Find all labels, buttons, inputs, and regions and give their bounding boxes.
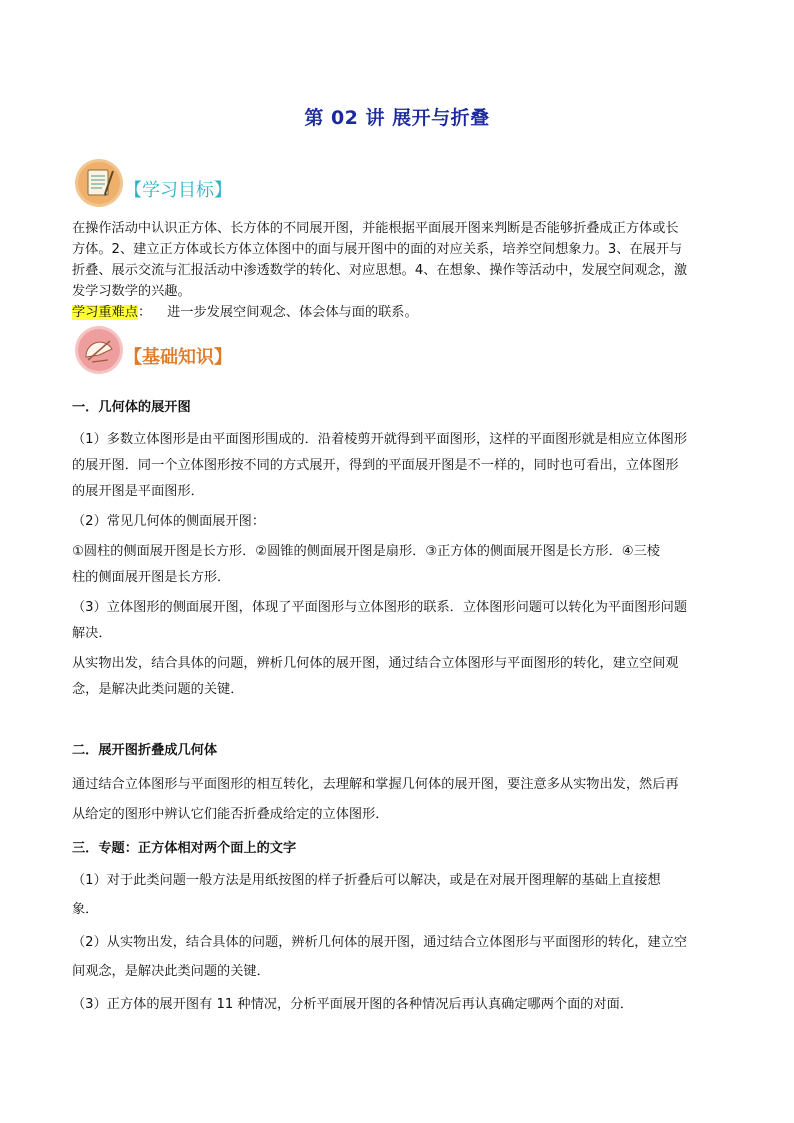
section-1-heading: 一．几何体的展开图 xyxy=(72,400,191,415)
objectives-text xyxy=(72,218,722,323)
basics-heading: 【基础知识】 xyxy=(124,347,232,368)
text-line: （2）从实物出发，结合具体的问题，辨析几何体的展开图，通过结合立体图形与平面图形的转化，建立空 xyxy=(72,935,688,950)
text-line: ①圆柱的侧面展开图是长方形．②圆锥的侧面展开图是扇形．③正方体的侧面展开图是长方形．④三棱 xyxy=(72,544,660,559)
text-line: （1）多数立体图形是由平面图形围成的．沿着棱剪开就得到平面图形，这样的平面图形就是相应立体图形 xyxy=(72,432,688,447)
key-points-label: 学习重难点 xyxy=(72,305,138,320)
text-line: 的展开图是平面图形． xyxy=(72,484,204,499)
text-line: 解决． xyxy=(72,626,112,641)
text-line: （3）正方体的展开图有 11 种情况，分析平面展开图的各种情况后再认真确定哪两个面的对面． xyxy=(72,997,634,1012)
section-1-body xyxy=(72,427,722,703)
text-line: 象． xyxy=(72,902,99,917)
section-3-heading: 三．专题：正方体相对两个面上的文字 xyxy=(72,841,297,856)
text-line: 通过结合立体图形与平面图形的相互转化，去理解和掌握几何体的展开图，要注意多从实物出发，然后再 xyxy=(72,777,679,792)
objectives-line: 发学习数学的兴趣。 xyxy=(72,284,191,299)
notebook-pencil-icon xyxy=(74,158,124,208)
text-line: 的展开图．同一个立体图形按不同的方式展开，得到的平面展开图是不一样的，同时也可看出，立体图形 xyxy=(72,458,679,473)
key-points-colon: ： xyxy=(137,305,152,320)
key-points-text: 进一步发展空间观念、体会体与面的联系。 xyxy=(167,305,418,320)
page-title: 第 02 讲 展开与折叠 xyxy=(304,107,490,129)
text-line: （1）对于此类问题一般方法是用纸按图的样子折叠后可以解决，或是在对展开图理解的基础上直接想 xyxy=(72,873,661,888)
section-2-heading: 二．展开图折叠成几何体 xyxy=(72,743,218,758)
text-line: 从给定的图形中辨认它们能否折叠成给定的立体图形． xyxy=(72,807,389,822)
text-line: （2）常见几何体的侧面展开图： xyxy=(72,514,266,529)
objectives-line: 折叠、展示交流与汇报活动中渗透数学的转化、对应思想。4、在想象、操作等活动中，发展空间观念，激 xyxy=(72,263,688,278)
text-line: 念，是解决此类问题的关键． xyxy=(72,682,244,697)
section-3-body xyxy=(72,866,722,1019)
section-2-body xyxy=(72,770,722,830)
text-line: 柱的侧面展开图是长方形． xyxy=(72,570,231,585)
protractor-icon xyxy=(74,325,124,375)
text-line: 间观念，是解决此类问题的关键． xyxy=(72,964,270,979)
text-line: （3）立体图形的侧面展开图，体现了平面图形与立体图形的联系．立体图形问题可以转化为平面图形问题 xyxy=(72,600,688,615)
key-points-line xyxy=(72,302,722,323)
objectives-line: 在操作活动中认识正方体、长方体的不同展开图，并能根据平面展开图来判断是否能够折叠成正方体或长 xyxy=(72,221,679,236)
text-line: 从实物出发，结合具体的问题，辨析几何体的展开图，通过结合立体图形与平面图形的转化，建立空间观 xyxy=(72,656,679,671)
objectives-heading: 【学习目标】 xyxy=(124,180,232,201)
objectives-line: 方体。2、建立正方体或长方体立体图中的面与展开图中的面的对应关系，培养空间想象力。3、在展开与 xyxy=(72,242,683,257)
